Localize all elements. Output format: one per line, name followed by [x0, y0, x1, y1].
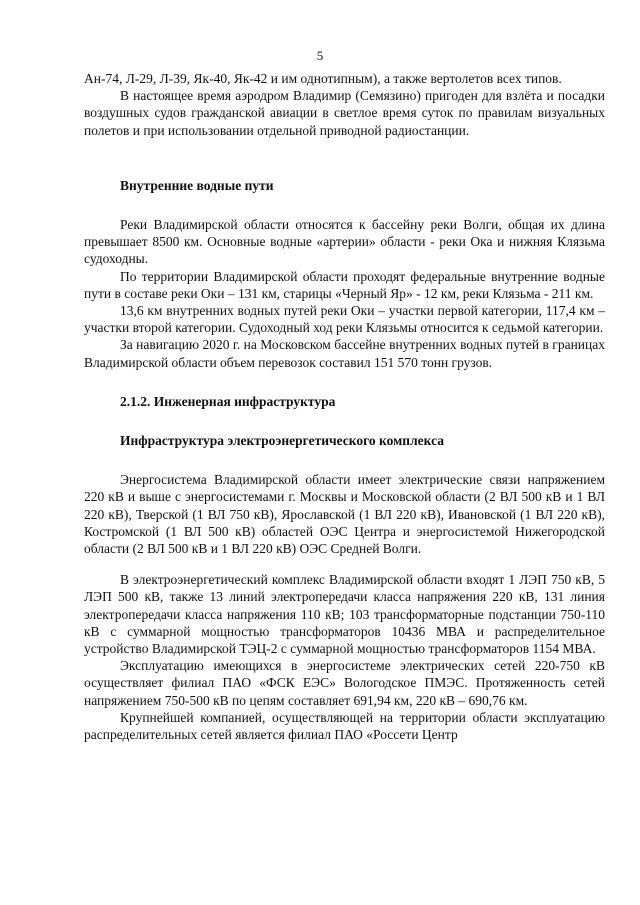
spacer: [84, 410, 605, 432]
spacer: [84, 557, 605, 571]
spacer: [84, 371, 605, 393]
paragraph-power-system: Энергосистема Владимирской области имеет электрические связи напряжением 220 кВ и выше с энергосистемами г. Москвы и Московской области (2 ВЛ 500 кВ и 1 ВЛ 220 кВ), Тверской (1 ВЛ 750 кВ), Ярославской (1 ВЛ 220 кВ), Ивановской (1 ВЛ 220 кВ), Костромской (1 ВЛ 500 кВ) областей ОЭС Центра и энергосистемой Нижегородской области (2 ВЛ 500 кВ и 1 ВЛ 220 кВ) ОЭС Средней Волги.: [84, 472, 605, 557]
page-number: 5: [316, 48, 324, 63]
paragraph-aircraft-types: Ан-74, Л-29, Л-39, Як-40, Як-42 и им однотипным), а также вертолетов всех типов.: [84, 71, 562, 86]
subsection-heading-power: Инфраструктура электроэнергетического комплекса: [120, 433, 444, 449]
document-body: [84, 70, 605, 743]
spacer: [84, 194, 605, 216]
spacer: [84, 139, 605, 177]
spacer: [84, 449, 605, 471]
paragraph-airfield: В настоящее время аэродром Владимир (Семязино) пригоден для взлёта и посадки воздушных судов гражданской авиации в светлое время суток по правилам визуальных полетов и при использовании отдельной приводной радиостанции.: [84, 88, 605, 138]
paragraph-federal-waterways: По территории Владимирской области проходят федеральные внутренние водные пути в составе реки Оки – 131 км, старицы «Черный Яр» - 12 км, реки Клязьма - 211 км.: [84, 268, 605, 301]
paragraph-navigation-2020: За навигацию 2020 г. на Московском бассейне внутренних водных путей в границах Владимирской области объем перевозок составил 151 570 тонн грузов.: [84, 337, 605, 370]
paragraph-distribution-company: Крупнейшей компанией, осуществляющей на территории области эксплуатацию распределительных сетей является филиал ПАО «Россети Центр: [84, 709, 605, 743]
paragraph-rivers: Реки Владимирской области относятся к бассейну реки Волги, общая их длина превышает 8500 км. Основные водные «артерии» области - реки Ока и нижняя Клязьма судоходны.: [84, 217, 605, 267]
section-heading-waterways: Внутренние водные пути: [120, 177, 274, 193]
section-heading-engineering: 2.1.2. Инженерная инфраструктура: [120, 393, 336, 409]
paragraph-power-complex: В электроэнергетический комплекс Владимирской области входят 1 ЛЭП 750 кВ, 5 ЛЭП 500 кВ, также 13 линий электропередачи класса напряжения 220 кВ, 131 линия электропередачи класса напряжения 110 кВ; 103 трансформаторные подстанции 750-110 кВ с суммарной мощностью трансформаторов 10436 МВА и распределительное устройство Владимирской ТЭЦ-2 с суммарной мощностью трансформаторов 1154 МВА.: [84, 572, 605, 657]
paragraph-oka-categories: 13,6 км внутренних водных путей реки Оки – участки первой категории, 117,4 км – участки второй категории. Судоходный ход реки Клязьмы относится к седьмой категории.: [84, 303, 605, 336]
paragraph-grid-operation: Эксплуатацию имеющихся в энергосистеме электрических сетей 220-750 кВ осуществляет филиал ПАО «ФСК ЕЭС» Вологодское ПМЭС. Протяженность сетей напряжением 750-500 кВ по цепям составляет 691,94 км, 220 кВ – 690,76 км.: [84, 658, 605, 708]
